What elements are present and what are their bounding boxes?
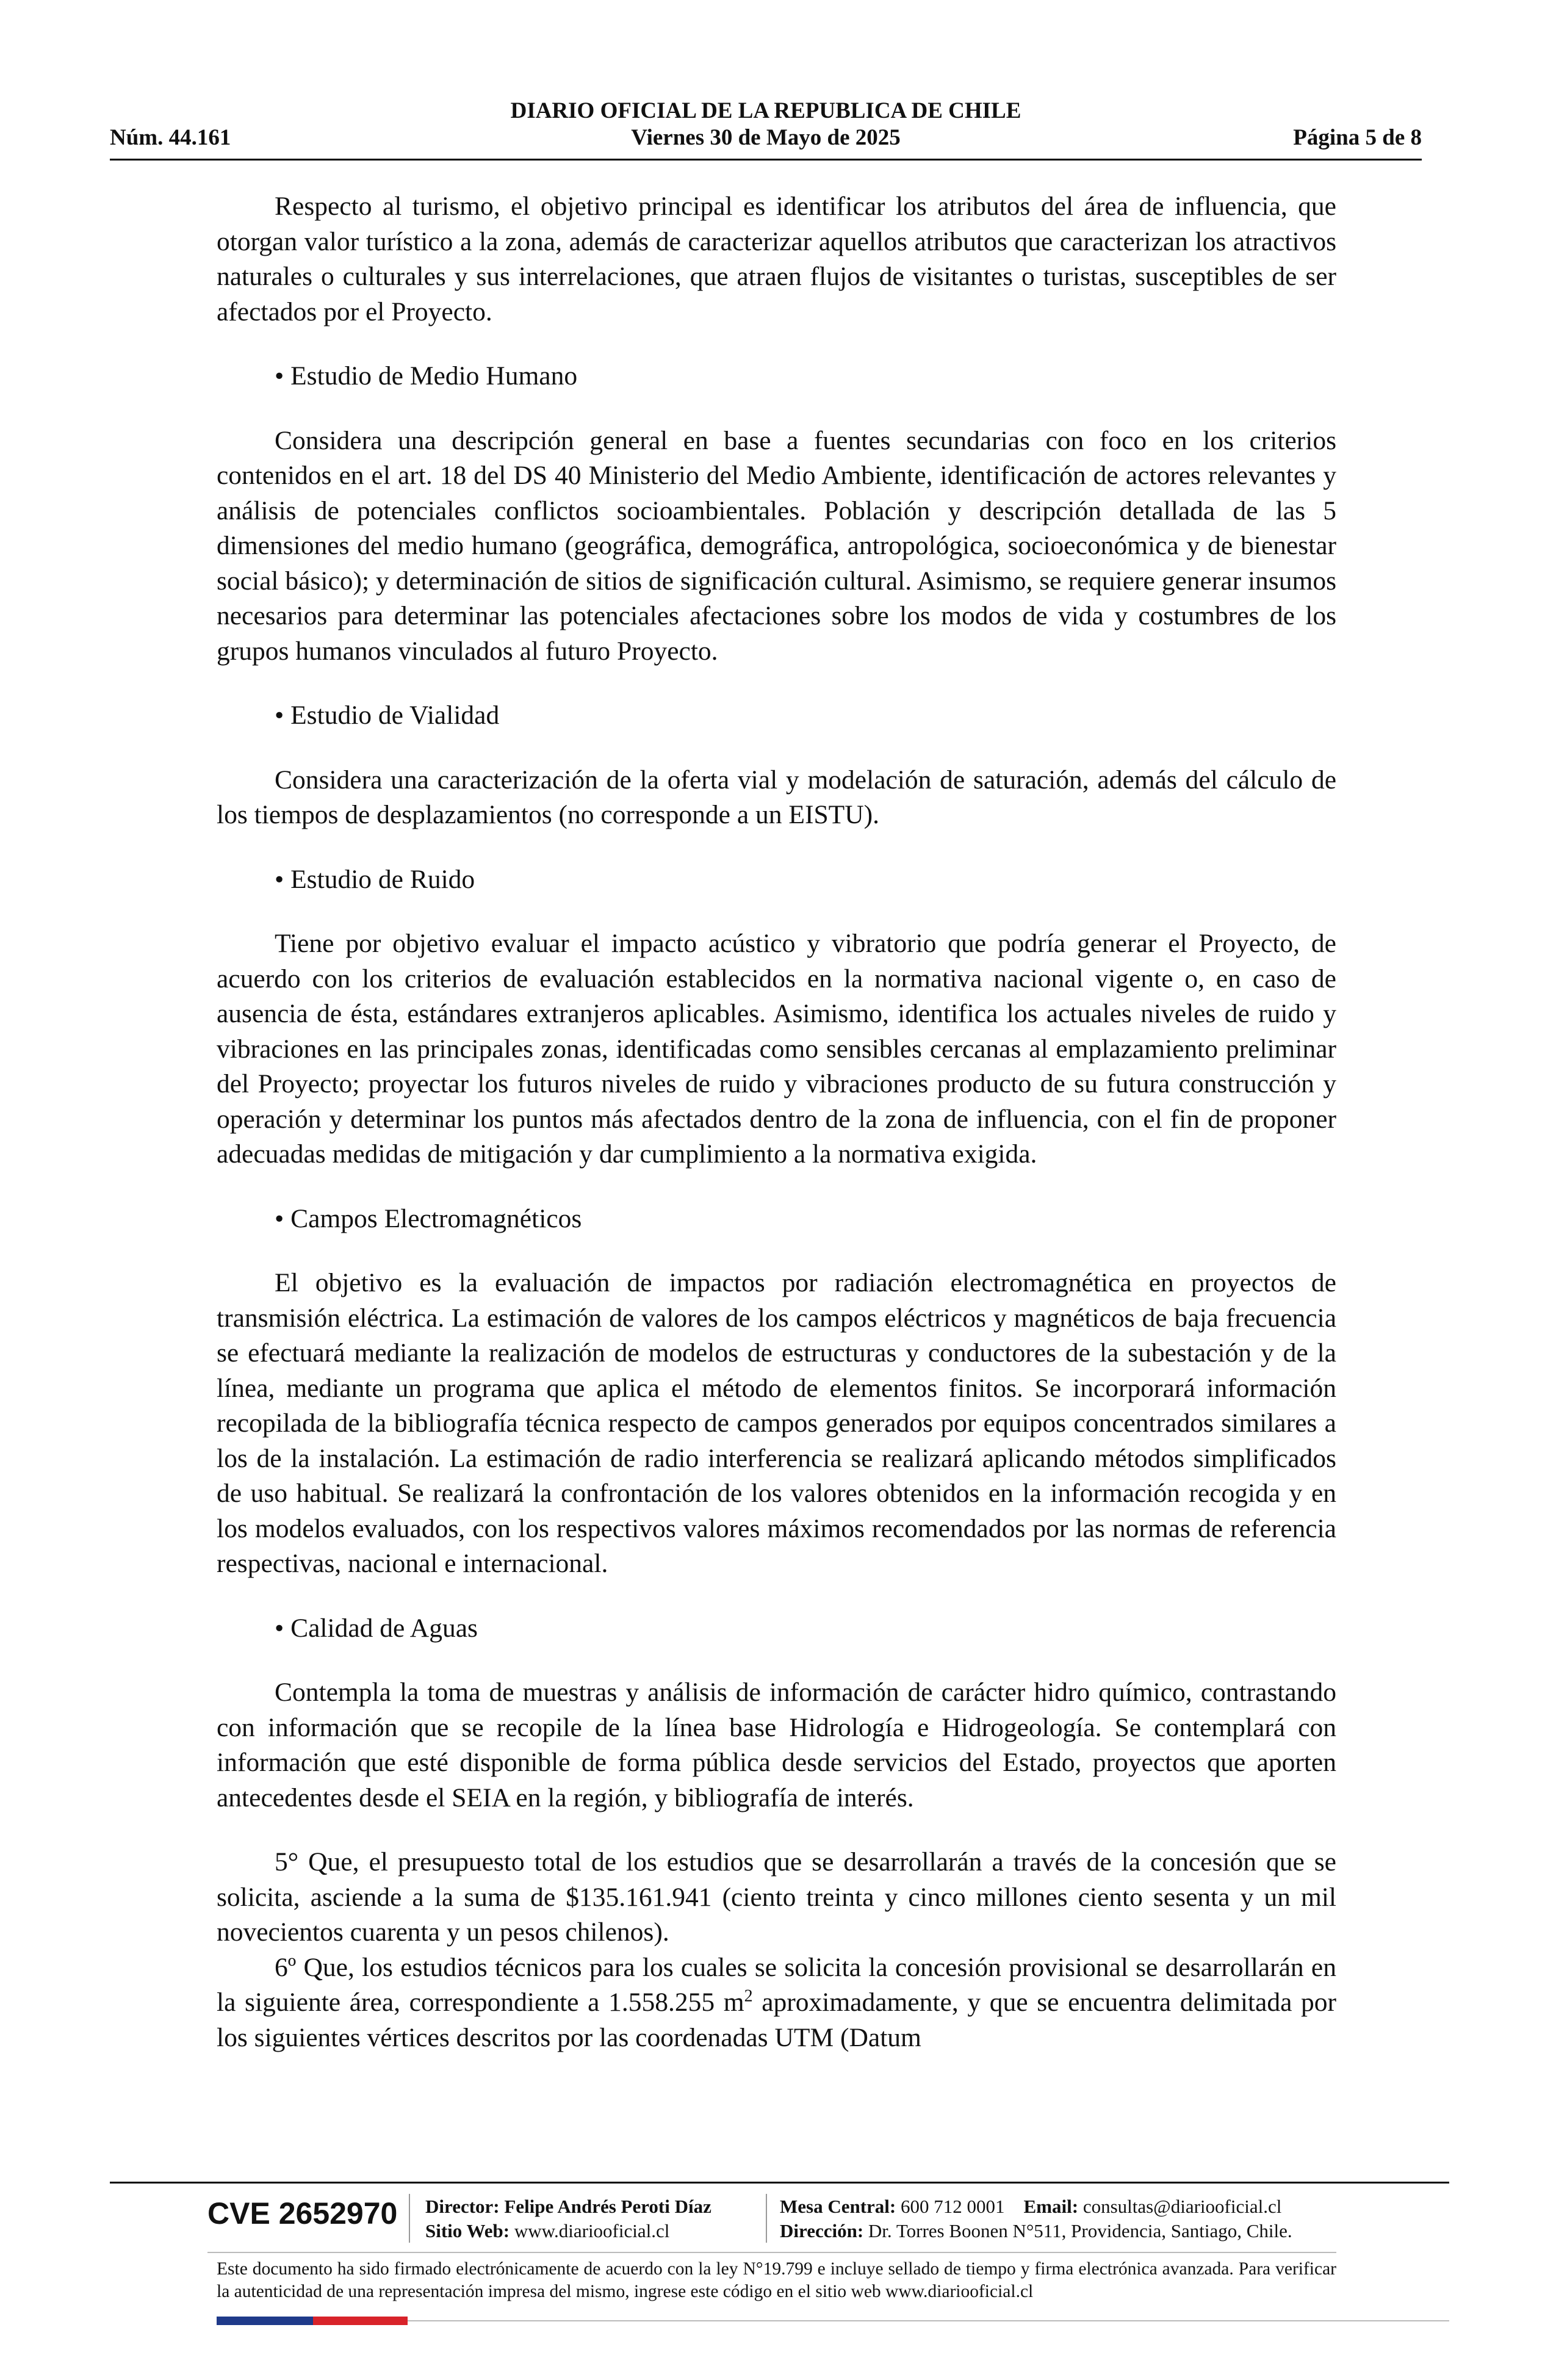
footer-divider-light	[207, 2252, 1336, 2253]
director-label: Director:	[425, 2196, 500, 2217]
website-label: Sitio Web:	[425, 2220, 510, 2241]
section-heading-ruido: • Estudio de Ruido	[275, 864, 475, 894]
document-body	[217, 189, 1336, 2055]
email-label: Email:	[1023, 2196, 1079, 2217]
flag-stripe-blue	[217, 2317, 313, 2325]
section-heading-campos: • Campos Electromagnéticos	[275, 1203, 582, 1233]
cve-code: CVE 2652970	[207, 2196, 398, 2230]
bottom-rule	[408, 2320, 1449, 2321]
area-text-start: 6º Que, los estudios técnicos para los cuales se solicita la concesión provisional se desarrollarán en la siguiente área, correspondiente a 1.558.255 m	[217, 1952, 1336, 2017]
director-name: Felipe Andrés Peroti Díaz	[504, 2196, 711, 2217]
address-text: Dr. Torres Boonen N°511, Providencia, Santiago, Chile.	[868, 2220, 1292, 2241]
paragraph-ruido: Tiene por objetivo evaluar el impacto acústico y vibratorio que podría generar el Proyecto, de acuerdo con los criterios de evaluación establecidos en la normativa nacional vigente o, en caso de ausencia de ésta, estándares extranjeros aplicables. Asimismo, identifica los actuales niveles de ruido y vibraciones en las principales zonas, identificadas como sensibles cercanas al emplazamiento preliminar del Proyecto; proyectar los futuros niveles de ruido y vibraciones producto de su futura construcción y operación y determinar los puntos más afectados dentro de la zona de influencia, con el fin de proponer adecuadas medidas de mitigación y dar cumplimiento a la normativa exigida.	[217, 929, 1336, 1169]
flag-stripe-red	[313, 2317, 408, 2325]
section-heading-medio-humano: • Estudio de Medio Humano	[275, 361, 578, 391]
paragraph-presupuesto: 5° Que, el presupuesto total de los estudios que se desarrollarán a través de la concesión que se solicita, asciende a la suma de $135.161.941 (ciento treinta y cinco millones ciento sesenta y un mil novecientos cuarenta y un pesos chilenos).	[217, 1847, 1336, 1947]
paragraph-vialidad: Considera una caracterización de la oferta vial y modelación de saturación, además del cálculo de los tiempos de desplazamientos (no corresponde a un EISTU).	[217, 765, 1336, 829]
footer-contact-block	[780, 2194, 1292, 2243]
area-text-end: aproximadamente, y que se encuentra delimitada por los siguientes vértices descritos por las coordenadas UTM (Datum	[217, 1988, 1337, 2052]
footer-divider	[110, 2182, 1449, 2183]
mesa-label: Mesa Central:	[780, 2196, 896, 2217]
email-link[interactable]: consultas@diariooficial.cl	[1082, 2196, 1282, 2217]
area-unit-superscript: 2	[744, 1986, 753, 2006]
website-link[interactable]: www.diariooficial.cl	[514, 2220, 670, 2241]
section-heading-aguas: • Calidad de Aguas	[275, 1613, 478, 1643]
issue-number: Núm. 44.161	[110, 125, 231, 150]
page-indicator: Página 5 de 8	[1293, 125, 1422, 150]
footer-separator	[409, 2194, 410, 2243]
section-heading-vialidad: • Estudio de Vialidad	[275, 701, 500, 730]
publication-title: DIARIO OFICIAL DE LA REPUBLICA DE CHILE	[510, 98, 1021, 123]
paragraph-campos: El objetivo es la evaluación de impactos por radiación electromagnética en proyectos de transmisión eléctrica. La estimación de valores de los campos eléctricos y magnéticos de baja frecuencia se efectuará mediante la realización de modelos de estructuras y conductores de la subestación y de la línea, mediante un programa que aplica el método de elementos finitos. Se incorporará información recopilada de la bibliografía técnica respecto de campos generados por equipos concentrados similares a los de la instalación. La estimación de radio interferencia se realizará aplicando métodos simplificados de uso habitual. Se realizará la confrontación de los valores obtenidos en la información recogida y en los modelos evaluados, con los respectivos valores máximos recomendados por las normas de referencia respectivas, nacional e internacional.	[217, 1268, 1336, 1578]
page-header	[110, 98, 1422, 160]
paragraph-medio-humano: Considera una descripción general en base a fuentes secundarias con foco en los criterios contenidos en el art. 18 del DS 40 Ministerio del Medio Ambiente, identificación de actores relevantes y análisis de potenciales conflictos socioambientales. Población y descripción detallada de las 5 dimensiones del medio humano (geográfica, demográfica, antropológica, socioeconómica y de bienestar social básico); y determinación de sitios de significación cultural. Asimismo, se requiere generar insumos necesarios para determinar las potenciales afectaciones sobre los modos de vida y costumbres de los grupos humanos vinculados al futuro Proyecto.	[217, 425, 1336, 666]
mesa-phone: 600 712 0001	[901, 2196, 1005, 2217]
footer-director-block	[425, 2194, 711, 2243]
paragraph-area	[217, 1950, 1336, 2056]
issue-date: Viernes 30 de Mayo de 2025	[631, 125, 901, 150]
paragraph-turismo: Respecto al turismo, el objetivo principal es identificar los atributos del área de influencia, que otorgan valor turístico a la zona, además de caracterizar aquellos atributos que caracterizan los atractivos naturales o culturales y sus interrelaciones, que atraen flujos de visitantes o turistas, susceptibles de ser afectados por el Proyecto.	[217, 192, 1336, 326]
paragraph-aguas: Contempla la toma de muestras y análisis de información de carácter hidro químico, contrastando con información que se recopile de la línea base Hidrología e Hidrogeología. Se contemplará con información que esté disponible de forma pública desde servicios del Estado, proyectos que aporten antecedentes desde el SEIA en la región, y bibliografía de interés.	[217, 1678, 1336, 1812]
signature-disclaimer: Este documento ha sido firmado electrónicamente de acuerdo con la ley N°19.799 e incluye sellado de tiempo y firma electrónica avanzada. Para verificar la autenticidad de una representación impresa del mismo, ingrese este código en el sitio web www.diariooficial.cl	[217, 2259, 1336, 2301]
address-label: Dirección:	[780, 2220, 864, 2241]
footer-separator	[766, 2194, 767, 2243]
